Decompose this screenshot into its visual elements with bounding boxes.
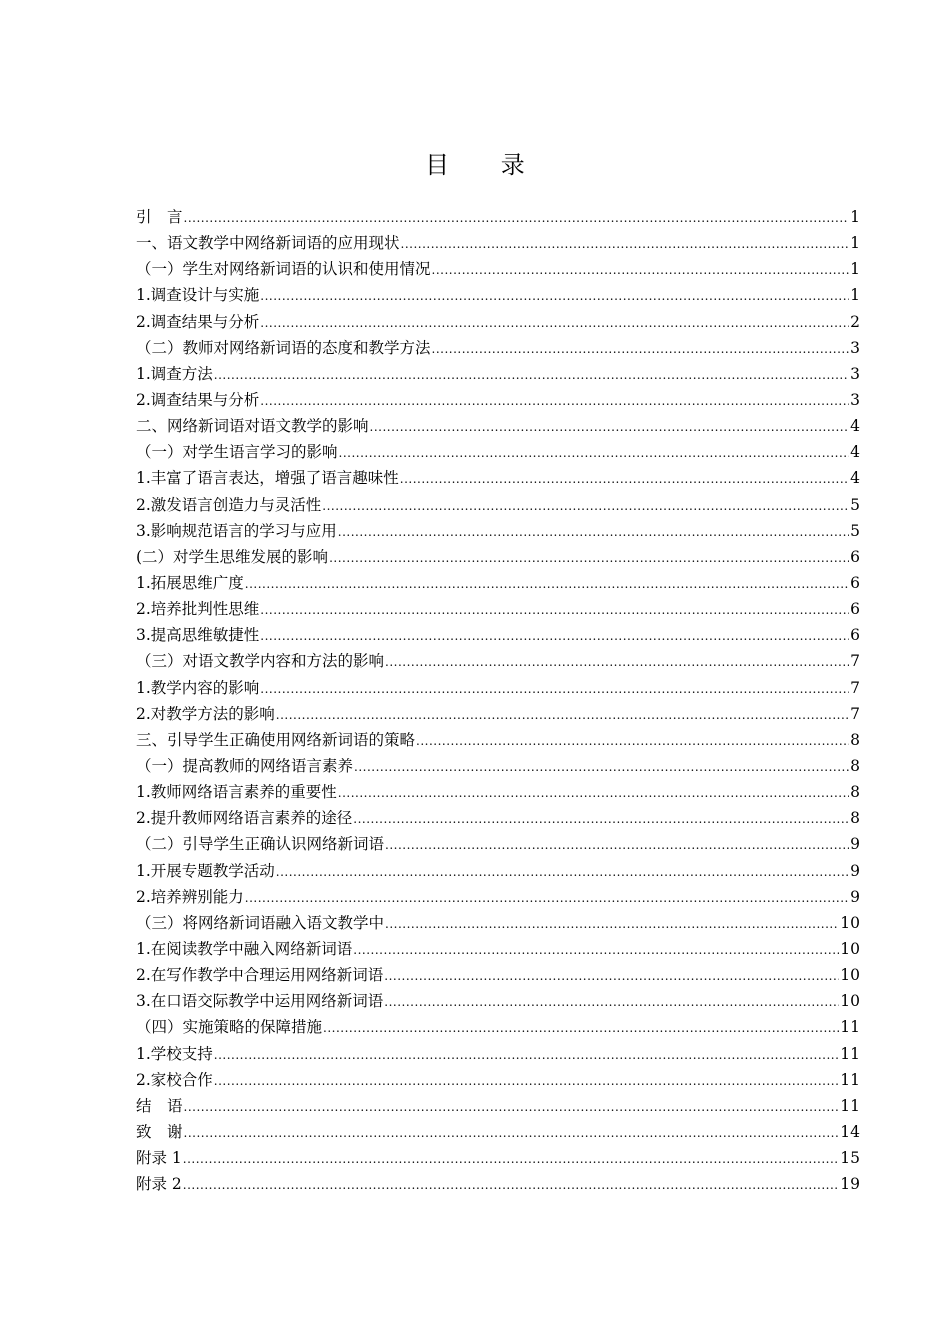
toc-entry[interactable] bbox=[136, 439, 860, 465]
toc-entry[interactable] bbox=[136, 858, 860, 884]
toc-entry[interactable] bbox=[136, 335, 860, 361]
toc-entry-page-number: 11 bbox=[840, 1096, 860, 1115]
toc-entry[interactable] bbox=[136, 361, 860, 387]
toc-entry-page-number: 6 bbox=[850, 547, 860, 566]
toc-entry-label: 1.调查设计与实施 bbox=[136, 286, 260, 305]
toc-entry-page-number: 3 bbox=[850, 390, 860, 409]
toc-entry-label: 1.教师网络语言素养的重要性 bbox=[136, 783, 337, 802]
toc-entry-page-number: 11 bbox=[840, 1018, 860, 1037]
toc-dot-leader bbox=[370, 414, 850, 440]
toc-entry-label: 1.在阅读教学中融入网络新词语 bbox=[136, 939, 353, 958]
toc-dot-leader bbox=[385, 832, 849, 858]
toc-entry-label: 1.教学内容的影响 bbox=[136, 678, 260, 697]
toc-dot-leader bbox=[184, 1094, 840, 1120]
toc-entry-label: 附录 2 bbox=[136, 1175, 182, 1194]
toc-entry-label: （一）学生对网络新词语的认识和使用情况 bbox=[136, 260, 431, 279]
toc-entry-label: 三、引导学生正确使用网络新词语的策略 bbox=[136, 730, 416, 749]
toc-entry-page-number: 1 bbox=[850, 260, 860, 279]
toc-entry-page-number: 9 bbox=[850, 835, 860, 854]
toc-entry-page-number: 9 bbox=[850, 861, 860, 880]
toc-entry-label: （二）教师对网络新词语的态度和教学方法 bbox=[136, 338, 431, 357]
toc-dot-leader bbox=[214, 1068, 839, 1094]
toc-dot-leader bbox=[183, 1172, 839, 1198]
toc-entry-page-number: 10 bbox=[840, 913, 860, 932]
toc-entry-label: 二、网络新词语对语文教学的影响 bbox=[136, 417, 369, 436]
toc-entry[interactable] bbox=[136, 831, 860, 857]
toc-dot-leader bbox=[260, 388, 849, 414]
toc-dot-leader bbox=[183, 1146, 839, 1172]
toc-entry[interactable] bbox=[136, 413, 860, 439]
toc-entry-page-number: 4 bbox=[850, 469, 860, 488]
toc-entry-page-number: 6 bbox=[850, 600, 860, 619]
toc-dot-leader bbox=[260, 623, 849, 649]
toc-entry-page-number: 6 bbox=[850, 626, 860, 645]
toc-entry[interactable] bbox=[136, 1145, 860, 1171]
toc-dot-leader bbox=[323, 1015, 839, 1041]
toc-entry-page-number: 5 bbox=[850, 495, 860, 514]
toc-entry-page-number: 8 bbox=[850, 809, 860, 828]
toc-entry[interactable] bbox=[136, 570, 860, 596]
toc-entry[interactable] bbox=[136, 492, 860, 518]
toc-entry-label: 2.培养批判性思维 bbox=[136, 600, 260, 619]
toc-entry-page-number: 8 bbox=[850, 756, 860, 775]
toc-entry-label: （三）对语文教学内容和方法的影响 bbox=[136, 652, 385, 671]
toc-dot-leader bbox=[329, 545, 849, 571]
toc-dot-leader bbox=[416, 728, 849, 754]
toc-entry-page-number: 3 bbox=[850, 364, 860, 383]
toc-entry[interactable] bbox=[136, 282, 860, 308]
toc-entry[interactable] bbox=[136, 910, 860, 936]
toc-entry-label: 2.在写作教学中合理运用网络新词语 bbox=[136, 966, 384, 985]
toc-entry-label: 附录 1 bbox=[136, 1149, 182, 1168]
toc-entry[interactable] bbox=[136, 675, 860, 701]
toc-entry-page-number: 15 bbox=[840, 1149, 860, 1168]
toc-entry-label: 2.提升教师网络语言素养的途径 bbox=[136, 809, 353, 828]
toc-dot-leader bbox=[353, 937, 839, 963]
toc-dot-leader bbox=[260, 283, 849, 309]
toc-entry[interactable] bbox=[136, 544, 860, 570]
toc-entry[interactable] bbox=[136, 701, 860, 727]
toc-dot-leader bbox=[214, 1042, 839, 1068]
toc-entry-label: 1.丰富了语言表达，增强了语言趣味性 bbox=[136, 469, 399, 488]
toc-dot-leader bbox=[384, 989, 839, 1015]
toc-dot-leader bbox=[260, 676, 849, 702]
toc-entry-page-number: 11 bbox=[840, 1070, 860, 1089]
toc-dot-leader bbox=[432, 336, 850, 362]
toc-dot-leader bbox=[184, 205, 850, 231]
toc-dot-leader bbox=[245, 885, 849, 911]
toc-entry-page-number: 3 bbox=[850, 338, 860, 357]
toc-entry-label: 3.影响规范语言的学习与应用 bbox=[136, 521, 337, 540]
toc-entry-label: 结 语 bbox=[136, 1096, 183, 1115]
toc-entry[interactable] bbox=[136, 387, 860, 413]
toc-entry[interactable] bbox=[136, 753, 860, 779]
toc-dot-leader bbox=[260, 597, 849, 623]
toc-dot-leader bbox=[353, 806, 849, 832]
toc-dot-leader bbox=[354, 754, 849, 780]
toc-dot-leader bbox=[338, 519, 849, 545]
toc-entry[interactable] bbox=[136, 884, 860, 910]
toc-entry-label: 致 谢 bbox=[136, 1122, 183, 1141]
toc-dot-leader bbox=[401, 231, 850, 257]
toc-entry[interactable] bbox=[136, 988, 860, 1014]
toc-dot-leader bbox=[276, 702, 849, 728]
toc-dot-leader bbox=[245, 571, 849, 597]
toc-dot-leader bbox=[432, 257, 850, 283]
toc-entry[interactable] bbox=[136, 309, 860, 335]
toc-entry[interactable] bbox=[136, 962, 860, 988]
toc-dot-leader bbox=[276, 859, 849, 885]
toc-entry-label: 2.激发语言创造力与灵活性 bbox=[136, 495, 322, 514]
toc-entry-page-number: 2 bbox=[850, 312, 860, 331]
toc-entry[interactable] bbox=[136, 1067, 860, 1093]
toc-dot-leader bbox=[400, 466, 849, 492]
toc-entry-page-number: 1 bbox=[850, 234, 860, 253]
toc-entry[interactable] bbox=[136, 596, 860, 622]
toc-dot-leader bbox=[338, 780, 849, 806]
toc-entry-label: （三）将网络新词语融入语文教学中 bbox=[136, 913, 385, 932]
toc-dot-leader bbox=[385, 649, 849, 675]
toc-entry-label: 2.调查结果与分析 bbox=[136, 312, 260, 331]
toc-entry-page-number: 10 bbox=[840, 992, 860, 1011]
toc-entry[interactable] bbox=[136, 779, 860, 805]
toc-entry-page-number: 9 bbox=[850, 887, 860, 906]
toc-entry[interactable] bbox=[136, 1171, 860, 1197]
toc-entry-label: （一）提高教师的网络语言素养 bbox=[136, 756, 354, 775]
toc-entry[interactable] bbox=[136, 1119, 860, 1145]
toc-entry-page-number: 14 bbox=[840, 1122, 860, 1141]
toc-entry-label: 2.调查结果与分析 bbox=[136, 390, 260, 409]
toc-entry[interactable] bbox=[136, 1093, 860, 1119]
toc-dot-leader bbox=[260, 310, 849, 336]
toc-entry-label: （一）对学生语言学习的影响 bbox=[136, 443, 338, 462]
toc-entry[interactable] bbox=[136, 727, 860, 753]
toc-entry-label: 3.提高思维敏捷性 bbox=[136, 626, 260, 645]
toc-entry-page-number: 4 bbox=[850, 443, 860, 462]
toc-entry-page-number: 6 bbox=[850, 573, 860, 592]
toc-entry-page-number: 8 bbox=[850, 783, 860, 802]
toc-entry-page-number: 10 bbox=[840, 939, 860, 958]
toc-entry-label: 2.培养辨别能力 bbox=[136, 887, 244, 906]
toc-entry[interactable] bbox=[136, 648, 860, 674]
toc-entry[interactable] bbox=[136, 230, 860, 256]
toc-dot-leader bbox=[184, 1120, 840, 1146]
toc-entry-label: 引 言 bbox=[136, 208, 183, 226]
toc-entry-page-number: 8 bbox=[850, 730, 860, 749]
toc-entry[interactable] bbox=[136, 1041, 860, 1067]
table-of-contents bbox=[136, 204, 860, 1197]
toc-entry-label: 2.家校合作 bbox=[136, 1070, 213, 1089]
toc-dot-leader bbox=[339, 440, 850, 466]
toc-entry[interactable] bbox=[136, 465, 860, 491]
toc-entry-page-number: 4 bbox=[850, 417, 860, 436]
toc-entry[interactable] bbox=[136, 518, 860, 544]
toc-entry-page-number: 7 bbox=[850, 652, 860, 671]
toc-dot-leader bbox=[384, 963, 839, 989]
toc-entry-page-number: 5 bbox=[850, 521, 860, 540]
toc-dot-leader bbox=[322, 493, 849, 519]
toc-entry-page-number: 7 bbox=[850, 704, 860, 723]
toc-entry-label: 2.对教学方法的影响 bbox=[136, 704, 275, 723]
toc-entry-label: 1.开展专题教学活动 bbox=[136, 861, 275, 880]
toc-entry[interactable] bbox=[136, 805, 860, 831]
toc-entry-page-number: 1 bbox=[850, 208, 860, 226]
toc-entry[interactable] bbox=[136, 256, 860, 282]
toc-entry-label: （二）引导学生正确认识网络新词语 bbox=[136, 835, 385, 854]
toc-entry[interactable] bbox=[136, 622, 860, 648]
toc-entry-label: 1.拓展思维广度 bbox=[136, 573, 244, 592]
toc-entry-label: 1.学校支持 bbox=[136, 1044, 213, 1063]
toc-dot-leader bbox=[214, 362, 849, 388]
toc-entry[interactable] bbox=[136, 1014, 860, 1040]
toc-dot-leader bbox=[385, 911, 839, 937]
toc-entry-page-number: 7 bbox=[850, 678, 860, 697]
toc-entry-label: （四）实施策略的保障措施 bbox=[136, 1018, 323, 1037]
toc-entry[interactable] bbox=[136, 936, 860, 962]
toc-entry-label: 3.在口语交际教学中运用网络新词语 bbox=[136, 992, 384, 1011]
toc-entry-page-number: 1 bbox=[850, 286, 860, 305]
page-title: 目 录 bbox=[425, 151, 547, 179]
toc-entry-label: 一、语文教学中网络新词语的应用现状 bbox=[136, 234, 400, 253]
toc-entry-label: (二）对学生思维发展的影响 bbox=[136, 547, 329, 566]
toc-entry[interactable] bbox=[136, 204, 860, 230]
toc-entry-page-number: 10 bbox=[840, 966, 860, 985]
toc-entry-page-number: 11 bbox=[840, 1044, 860, 1063]
toc-entry-label: 1.调查方法 bbox=[136, 364, 213, 383]
toc-entry-page-number: 19 bbox=[840, 1175, 860, 1194]
